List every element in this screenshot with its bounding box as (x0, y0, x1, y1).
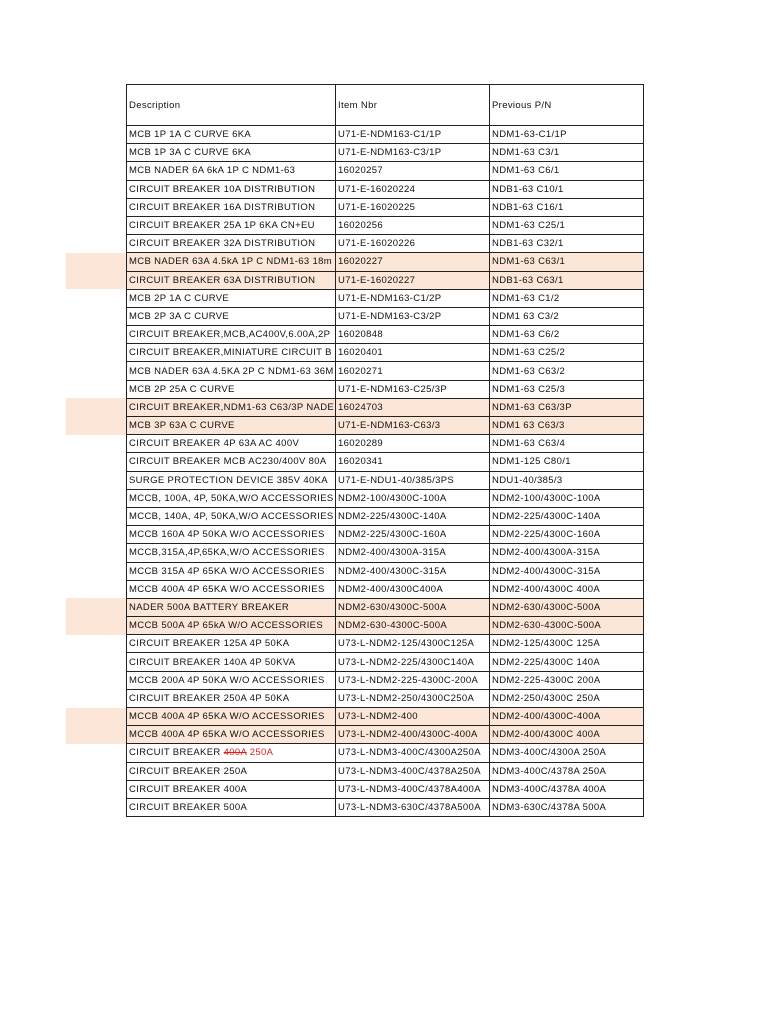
item-nbr-cell[interactable]: NDM2-630/4300C-500A (336, 598, 490, 616)
row-highlight-band (66, 708, 126, 726)
description-cell[interactable]: MCCB 400A 4P 65KA W/O ACCESSORIES (127, 726, 336, 744)
item-nbr-cell[interactable]: NDM2-400/4300A-315A (336, 544, 490, 562)
table-row (127, 580, 644, 598)
item-nbr-cell[interactable]: U73-L-NDM3-400C/4378A250A (336, 762, 490, 780)
item-nbr-cell[interactable]: NDM2-400/4300C400A (336, 580, 490, 598)
item-nbr-cell[interactable]: NDM2-225/4300C-140A (336, 507, 490, 525)
previous-pn-cell[interactable]: NDM2-225/4300C 140A (490, 653, 644, 671)
item-nbr-cell[interactable]: NDM2-225/4300C-160A (336, 526, 490, 544)
previous-pn-cell[interactable]: NDB1-63 C63/1 (490, 271, 644, 289)
description-cell[interactable]: CIRCUIT BREAKER,NDM1-63 C63/3P NADE (127, 398, 336, 416)
previous-pn-cell[interactable]: NDM1-63 C25/1 (490, 216, 644, 234)
table-row (127, 489, 644, 507)
item-nbr-cell[interactable]: U73-L-NDM2-400 (336, 708, 490, 726)
item-nbr-cell[interactable]: U73-L-NDM2-125/4300C125A (336, 635, 490, 653)
table-row (127, 162, 644, 180)
previous-pn-cell[interactable]: NDM2-400/4300C 400A (490, 580, 644, 598)
description-cell[interactable]: MCCB 315A 4P 65KA W/O ACCESSORIES (127, 562, 336, 580)
table-row (127, 253, 644, 271)
column-header-item-nbr: Item Nbr (336, 85, 490, 126)
table-row (127, 653, 644, 671)
table-row (127, 598, 644, 616)
item-nbr-cell[interactable]: U73-L-NDM2-225/4300C140A (336, 653, 490, 671)
row-highlight-band (66, 271, 126, 289)
item-nbr-cell[interactable]: 16020289 (336, 435, 490, 453)
item-nbr-cell[interactable]: NDM2-100/4300C-100A (336, 489, 490, 507)
description-cell[interactable]: MCCB 400A 4P 65KA W/O ACCESSORIES (127, 708, 336, 726)
table-row (127, 398, 644, 416)
previous-pn-cell[interactable]: NDM3-400C/4300A 250A (490, 744, 644, 762)
description-cell[interactable]: MCCB,315A,4P,65KA,W/O ACCESSORIES (127, 544, 336, 562)
item-nbr-cell[interactable]: 16020257 (336, 162, 490, 180)
table-row (127, 126, 644, 144)
table-row (127, 362, 644, 380)
table-row (127, 780, 644, 798)
description-cell[interactable]: CIRCUIT BREAKER 500A (127, 798, 336, 816)
item-nbr-cell[interactable]: U71-E-NDM163-C1/1P (336, 126, 490, 144)
item-nbr-cell[interactable]: U71-E-NDM163-C3/2P (336, 307, 490, 325)
item-nbr-cell[interactable]: U73-L-NDM2-400/4300C-400A (336, 726, 490, 744)
table-row (127, 271, 644, 289)
previous-pn-cell[interactable]: NDM1 63 C3/2 (490, 307, 644, 325)
previous-pn-cell[interactable]: NDM1-63 C63/4 (490, 435, 644, 453)
description-cell[interactable]: MCB 1P 1A C CURVE 6KA (127, 126, 336, 144)
previous-pn-cell[interactable]: NDM3-630C/4378A 500A (490, 798, 644, 816)
item-nbr-cell[interactable]: 16020401 (336, 344, 490, 362)
previous-pn-cell[interactable]: NDM2-100/4300C-100A (490, 489, 644, 507)
previous-pn-cell[interactable]: NDM1-63 C25/2 (490, 344, 644, 362)
previous-pn-cell[interactable]: NDM1-63 C63/1 (490, 253, 644, 271)
description-cell[interactable]: CIRCUIT BREAKER 32A DISTRIBUTION (127, 235, 336, 253)
table-row (127, 307, 644, 325)
row-highlight-band (66, 417, 126, 435)
previous-pn-cell[interactable]: NDU1-40/385/3 (490, 471, 644, 489)
previous-pn-cell[interactable]: NDB1-63 C32/1 (490, 235, 644, 253)
previous-pn-cell[interactable]: NDM2-400/4300C-400A (490, 708, 644, 726)
item-nbr-cell[interactable]: U73-L-NDM3-630C/4378A500A (336, 798, 490, 816)
previous-pn-cell[interactable]: NDM2-225-4300C 200A (490, 671, 644, 689)
table-row (127, 144, 644, 162)
item-nbr-cell[interactable]: U71-E-16020227 (336, 271, 490, 289)
description-cell[interactable]: CIRCUIT BREAKER,MINIATURE CIRCUIT B (127, 344, 336, 362)
description-cell[interactable]: MCB 2P 3A C CURVE (127, 307, 336, 325)
table-row (127, 289, 644, 307)
previous-pn-cell[interactable]: NDM2-630-4300C-500A (490, 617, 644, 635)
previous-pn-cell[interactable]: NDM2-400/4300C 400A (490, 726, 644, 744)
item-nbr-cell[interactable]: U71-E-16020225 (336, 198, 490, 216)
description-cell[interactable]: MCB 1P 3A C CURVE 6KA (127, 144, 336, 162)
table-row (127, 471, 644, 489)
description-cell[interactable] (127, 744, 336, 762)
item-nbr-cell[interactable]: U73-L-NDM2-250/4300C250A (336, 689, 490, 707)
description-cell[interactable]: MCCB 400A 4P 65KA W/O ACCESSORIES (127, 580, 336, 598)
table-row (127, 708, 644, 726)
previous-pn-cell[interactable]: NDM3-400C/4378A 250A (490, 762, 644, 780)
row-highlight-band (66, 726, 126, 744)
description-cell[interactable]: CIRCUIT BREAKER 250A 4P 50KA (127, 689, 336, 707)
header-row (127, 85, 644, 126)
description-cell[interactable]: CIRCUIT BREAKER,MCB,AC400V,6.00A,2P (127, 326, 336, 344)
table-row (127, 507, 644, 525)
item-nbr-cell[interactable]: 16020227 (336, 253, 490, 271)
item-nbr-cell[interactable]: 16024703 (336, 398, 490, 416)
description-cell[interactable]: MCB NADER 63A 4.5kA 1P C NDM1-63 18m (127, 253, 336, 271)
description-cell[interactable]: SURGE PROTECTION DEVICE 385V 40KA (127, 471, 336, 489)
table-row (127, 762, 644, 780)
table-row (127, 526, 644, 544)
description-text: CIRCUIT BREAKER (129, 747, 224, 759)
row-highlight-band (66, 253, 126, 271)
item-nbr-cell[interactable]: 16020848 (336, 326, 490, 344)
previous-pn-cell[interactable]: NDM1-63 C3/1 (490, 144, 644, 162)
table-row (127, 726, 644, 744)
description-cell[interactable]: CIRCUIT BREAKER MCB AC230/400V 80A (127, 453, 336, 471)
item-nbr-cell[interactable]: U73-L-NDM2-225-4300C-200A (336, 671, 490, 689)
previous-pn-cell[interactable]: NDM2-125/4300C 125A (490, 635, 644, 653)
previous-pn-cell[interactable]: NDM2-250/4300C 250A (490, 689, 644, 707)
row-highlight-band (66, 598, 126, 616)
description-cell[interactable]: CIRCUIT BREAKER 4P 63A AC 400V (127, 435, 336, 453)
table-row (127, 417, 644, 435)
item-nbr-cell[interactable]: U73-L-NDM3-400C/4378A400A (336, 780, 490, 798)
previous-pn-cell[interactable]: NDM1 63 C63/3 (490, 417, 644, 435)
table-row (127, 235, 644, 253)
previous-pn-cell[interactable]: NDM2-630/4300C-500A (490, 598, 644, 616)
table-row (127, 671, 644, 689)
previous-pn-cell[interactable]: NDB1-63 C16/1 (490, 198, 644, 216)
item-nbr-cell[interactable]: 16020256 (336, 216, 490, 234)
previous-pn-cell[interactable]: NDM1-63 C63/2 (490, 362, 644, 380)
description-cell[interactable]: MCB 3P 63A C CURVE (127, 417, 336, 435)
item-nbr-cell[interactable]: U71-E-NDU1-40/385/3PS (336, 471, 490, 489)
row-highlight-band (66, 617, 126, 635)
table-row (127, 180, 644, 198)
description-cell[interactable]: MCCB, 100A, 4P, 50KA,W/O ACCESSORIES (127, 489, 336, 507)
item-nbr-cell[interactable]: 16020341 (336, 453, 490, 471)
previous-pn-cell[interactable]: NDM1-63 C63/3P (490, 398, 644, 416)
column-header-previous-pn: Previous P/N (490, 85, 644, 126)
item-nbr-cell[interactable]: U71-E-NDM163-C1/2P (336, 289, 490, 307)
item-nbr-cell[interactable]: U71-E-NDM163-C3/1P (336, 144, 490, 162)
description-cell[interactable]: MCCB, 140A, 4P, 50KA,W/O ACCESSORIES (127, 507, 336, 525)
item-nbr-cell[interactable]: NDM2-630-4300C-500A (336, 617, 490, 635)
previous-pn-cell[interactable]: NDM1-125 C80/1 (490, 453, 644, 471)
description-cell[interactable]: CIRCUIT BREAKER 10A DISTRIBUTION (127, 180, 336, 198)
description-cell[interactable]: MCB NADER 63A 4.5KA 2P C NDM1-63 36M (127, 362, 336, 380)
table-row (127, 453, 644, 471)
previous-pn-cell[interactable]: NDM2-400/4300A-315A (490, 544, 644, 562)
previous-pn-cell[interactable]: NDM1-63 C6/2 (490, 326, 644, 344)
description-cell[interactable]: CIRCUIT BREAKER 250A (127, 762, 336, 780)
description-cell[interactable]: MCB 2P 1A C CURVE (127, 289, 336, 307)
item-nbr-cell[interactable]: U71-E-16020226 (336, 235, 490, 253)
row-highlight-band (66, 398, 126, 416)
description-cell[interactable]: MCCB 200A 4P 50KA W/O ACCESSORIES (127, 671, 336, 689)
corrected-value: 250A (246, 747, 274, 759)
previous-pn-cell[interactable]: NDM2-225/4300C-140A (490, 507, 644, 525)
column-header-description: Description (127, 85, 336, 126)
description-cell[interactable]: MCCB 160A 4P 50KA W/O ACCESSORIES (127, 526, 336, 544)
description-cell[interactable]: CIRCUIT BREAKER 400A (127, 780, 336, 798)
item-nbr-cell[interactable]: U73-L-NDM3-400C/4300A250A (336, 744, 490, 762)
description-cell[interactable]: CIRCUIT BREAKER 63A DISTRIBUTION (127, 271, 336, 289)
description-cell[interactable]: MCB NADER 6A 6kA 1P C NDM1-63 (127, 162, 336, 180)
description-cell[interactable]: NADER 500A BATTERY BREAKER (127, 598, 336, 616)
table-row (127, 435, 644, 453)
parts-table (126, 84, 644, 817)
description-cell[interactable]: CIRCUIT BREAKER 25A 1P 6KA CN+EU (127, 216, 336, 234)
previous-pn-cell[interactable]: NDM1-63 C1/2 (490, 289, 644, 307)
description-cell[interactable]: CIRCUIT BREAKER 140A 4P 50KVA (127, 653, 336, 671)
table-row (127, 635, 644, 653)
description-cell[interactable]: MCCB 500A 4P 65kA W/O ACCESSORIES (127, 617, 336, 635)
description-cell[interactable]: CIRCUIT BREAKER 125A 4P 50KA (127, 635, 336, 653)
item-nbr-cell[interactable]: U71-E-16020224 (336, 180, 490, 198)
table-row (127, 744, 644, 762)
spreadsheet (126, 84, 644, 817)
table-row (127, 198, 644, 216)
previous-pn-cell[interactable]: NDM2-225/4300C-160A (490, 526, 644, 544)
table-row (127, 689, 644, 707)
table-row (127, 617, 644, 635)
item-nbr-cell[interactable]: NDM2-400/4300C-315A (336, 562, 490, 580)
table-row (127, 216, 644, 234)
previous-pn-cell[interactable]: NDB1-63 C10/1 (490, 180, 644, 198)
table-row (127, 326, 644, 344)
description-cell[interactable]: CIRCUIT BREAKER 16A DISTRIBUTION (127, 198, 336, 216)
table-row (127, 562, 644, 580)
table-row (127, 544, 644, 562)
table-row (127, 380, 644, 398)
previous-pn-cell[interactable]: NDM1-63 C25/3 (490, 380, 644, 398)
previous-pn-cell[interactable]: NDM2-400/4300C-315A (490, 562, 644, 580)
struck-out-value: 400A (223, 747, 247, 759)
previous-pn-cell[interactable]: NDM1-63-C1/1P (490, 126, 644, 144)
previous-pn-cell[interactable]: NDM1-63 C6/1 (490, 162, 644, 180)
previous-pn-cell[interactable]: NDM3-400C/4378A 400A (490, 780, 644, 798)
table-row (127, 344, 644, 362)
item-nbr-cell[interactable]: U71-E-NDM163-C25/3P (336, 380, 490, 398)
description-cell[interactable]: MCB 2P 25A C CURVE (127, 380, 336, 398)
item-nbr-cell[interactable]: 16020271 (336, 362, 490, 380)
item-nbr-cell[interactable]: U71-E-NDM163-C63/3 (336, 417, 490, 435)
table-row (127, 798, 644, 816)
